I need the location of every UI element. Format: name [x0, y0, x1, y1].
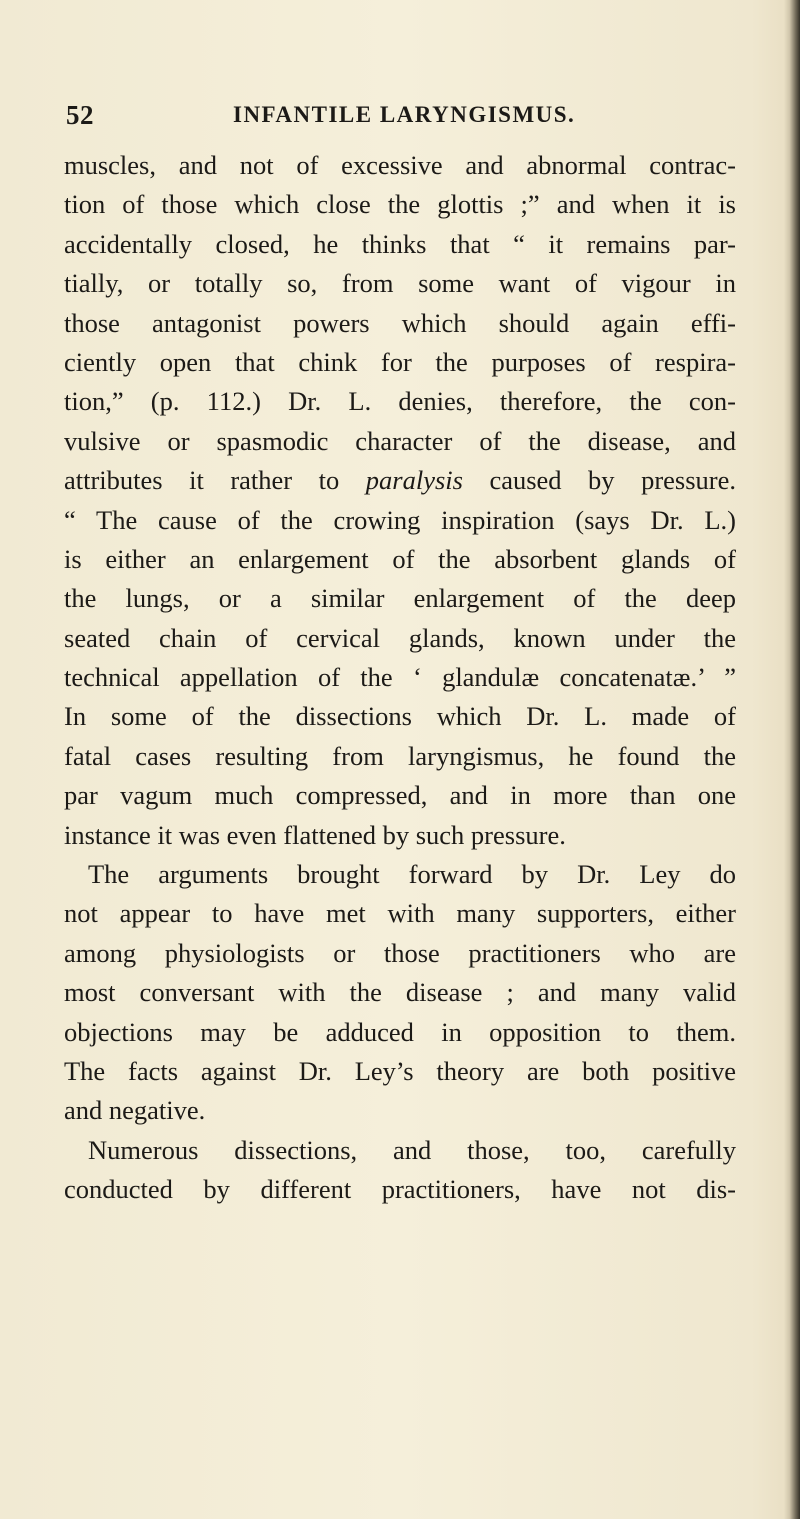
paragraph-start-line: The arguments brought forward by Dr. Ley do [88, 859, 736, 890]
text-line: and negative. [64, 1095, 206, 1126]
text-fragment: attributes it rather to [64, 465, 366, 496]
text-line: seated chain of cervical glands, known under the [64, 622, 736, 653]
text-line-with-italic [64, 461, 736, 500]
text-line: objections may be adduced in opposition to them. [64, 1016, 736, 1047]
paragraph-start-line: Numerous dissections, and those, too, carefully [88, 1134, 736, 1165]
text-line: among physiologists or those practitioners who are [64, 937, 736, 968]
text-line: those antagonist powers which should again effi- [64, 307, 736, 338]
text-line: tially, or totally so, from some want of vigour in [64, 268, 736, 299]
text-line: accidentally closed, he thinks that “ it remains par- [64, 228, 736, 259]
page-edge-shadow [784, 0, 800, 1519]
text-line: “ The cause of the crowing inspiration (says Dr. L.) [64, 504, 736, 535]
text-line: technical appellation of the ‘ glandulæ concatenatæ.’ ” [64, 662, 736, 693]
text-line: instance it was even flattened by such pressure. [64, 819, 566, 850]
page-number: 52 [66, 100, 94, 130]
text-line: fatal cases resulting from laryngismus, he found the [64, 740, 736, 771]
text-line: conducted by different practitioners, have not dis- [64, 1174, 736, 1205]
text-line: the lungs, or a similar enlargement of the deep [64, 583, 736, 614]
text-line: tion of those which close the glottis ;” and when it is [64, 189, 736, 220]
text-line: In some of the dissections which Dr. L. made of [64, 701, 736, 732]
running-title: INFANTILE LARYNGISMUS. [233, 102, 576, 127]
text-fragment: caused by pressure. [462, 465, 736, 496]
text-line: most conversant with the disease ; and many valid [64, 977, 736, 1008]
text-line: ciently open that chink for the purposes of respira- [64, 346, 736, 377]
body-text [64, 146, 736, 1210]
text-line: par vagum much compressed, and in more than one [64, 780, 736, 811]
page-header [66, 100, 734, 132]
text-line: not appear to have met with many supporters, either [64, 898, 736, 929]
text-line: vulsive or spasmodic character of the disease, and [64, 425, 736, 456]
text-line: The facts against Dr. Ley’s theory are both positive [64, 1055, 736, 1086]
text-line: is either an enlargement of the absorbent glands of [64, 543, 736, 574]
text-line: muscles, and not of excessive and abnormal contrac- [64, 150, 736, 180]
italic-term: paralysis [365, 465, 463, 496]
text-line: tion,” (p. 112.) Dr. L. denies, therefore, the con- [64, 386, 736, 417]
